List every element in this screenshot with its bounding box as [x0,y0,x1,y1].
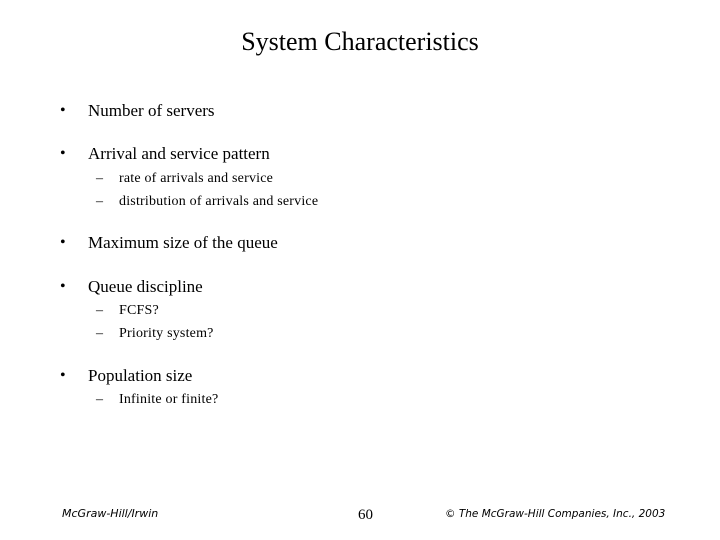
dash-marker: – [96,171,103,186]
sub-item-distribution-of-arrivals: distribution of arrivals and service [119,194,319,209]
dash-marker: – [96,392,103,407]
footer-copyright: © The McGraw-Hill Companies, Inc., 2003 [445,508,666,520]
sub-item-priority-system: Priority system? [119,326,214,341]
bullet-marker: • [60,234,66,251]
dash-marker: – [96,303,103,318]
slide-title: System Characteristics [241,27,479,56]
bullet-marker: • [60,102,66,119]
sub-item-rate-of-arrivals: rate of arrivals and service [119,171,274,186]
bullet-item-number-of-servers: Number of servers [88,101,215,120]
bullet-item-population-size: Population size [88,366,193,385]
footer-publisher: McGraw-Hill/Irwin [62,507,159,520]
dash-marker: – [96,194,103,209]
bullet-marker: • [60,278,66,295]
sub-item-infinite-or-finite: Infinite or finite? [119,392,219,407]
bullet-marker: • [60,367,66,384]
dash-marker: – [96,326,103,341]
sub-item-fcfs: FCFS? [119,303,159,318]
bullet-item-max-queue-size: Maximum size of the queue [88,233,278,252]
bullet-item-queue-discipline: Queue discipline [88,277,203,296]
footer-page-number: 60 [358,507,373,523]
bullet-marker: • [60,145,66,162]
bullet-item-arrival-service-pattern: Arrival and service pattern [88,144,270,163]
